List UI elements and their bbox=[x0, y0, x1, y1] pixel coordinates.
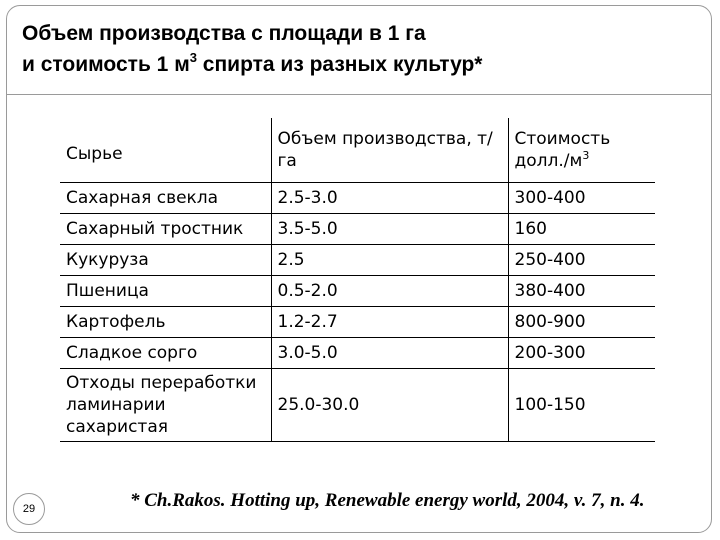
cell-raw: Кукуруза bbox=[60, 245, 271, 276]
cell-raw: Сахарная свекла bbox=[60, 183, 271, 214]
slide-title-prefix: и стоимость 1 м bbox=[22, 53, 190, 76]
cell-volume: 25.0-30.0 bbox=[271, 369, 508, 442]
page-number-badge bbox=[13, 493, 45, 525]
cell-volume: 0.5-2.0 bbox=[271, 276, 508, 307]
cell-volume: 2.5-3.0 bbox=[271, 183, 508, 214]
cell-raw: Сахарный тростник bbox=[60, 214, 271, 245]
table-row bbox=[60, 214, 655, 245]
cell-volume: 3.5-5.0 bbox=[271, 214, 508, 245]
cell-cost: 250-400 bbox=[508, 245, 655, 276]
header-cost-text: Стоимость долл./м bbox=[514, 129, 611, 171]
cell-cost: 380-400 bbox=[508, 276, 655, 307]
source-footnote: * Ch.Rakos. Hotting up, Renewable energy world, 2004, v. 7, n. 4. bbox=[130, 490, 645, 511]
slide-title-text-1: Объем производства с площади в 1 га bbox=[22, 22, 426, 45]
header-raw-material: Сырье bbox=[60, 118, 271, 183]
cell-volume: 3.0-5.0 bbox=[271, 338, 508, 369]
crop-alcohol-table bbox=[60, 118, 655, 442]
header-cost bbox=[508, 118, 655, 183]
table-header-row bbox=[60, 118, 655, 183]
table-row bbox=[60, 276, 655, 307]
table-row bbox=[60, 183, 655, 214]
title-area bbox=[6, 5, 712, 95]
table-row bbox=[60, 338, 655, 369]
table-row bbox=[60, 245, 655, 276]
cell-cost: 800-900 bbox=[508, 307, 655, 338]
table-row bbox=[60, 307, 655, 338]
slide-title-line-2 bbox=[22, 50, 483, 77]
cell-volume: 2.5 bbox=[271, 245, 508, 276]
cell-cost: 100-150 bbox=[508, 369, 655, 442]
header-volume: Объем производства, т/га bbox=[271, 118, 508, 183]
cell-raw: Отходы переработки ламинарии сахаристая bbox=[60, 369, 271, 442]
cell-cost: 300-400 bbox=[508, 183, 655, 214]
cell-raw: Картофель bbox=[60, 307, 271, 338]
page-number: 29 bbox=[22, 503, 36, 515]
cell-cost: 160 bbox=[508, 214, 655, 245]
slide-title-line-1 bbox=[22, 22, 426, 46]
cell-cost: 200-300 bbox=[508, 338, 655, 369]
table-row bbox=[60, 369, 655, 442]
slide-title-suffix: спирта из разных культур* bbox=[196, 53, 483, 76]
slide-title-superscript: 3 bbox=[189, 50, 197, 65]
cell-raw: Пшеница bbox=[60, 276, 271, 307]
cell-raw: Сладкое сорго bbox=[60, 338, 271, 369]
cell-volume: 1.2-2.7 bbox=[271, 307, 508, 338]
header-cost-superscript: 3 bbox=[582, 149, 590, 162]
